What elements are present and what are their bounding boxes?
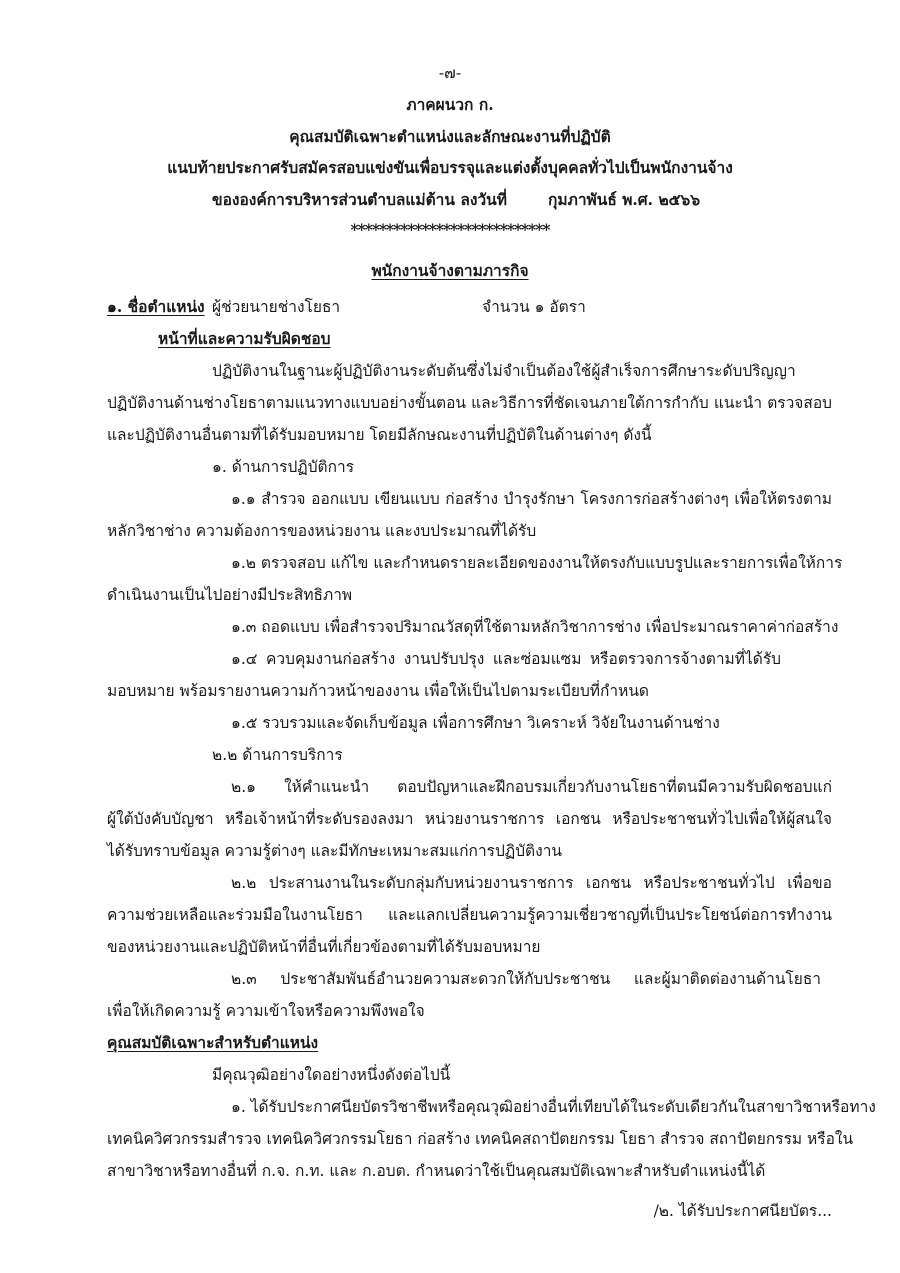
paragraph-line: ได้รับทราบข้อมูล ความรู้ต่างๆ และมีทักษะเหมาะสมแก่การปฏิบัติงาน <box>107 842 562 860</box>
subsection-heading: ๒.๒ ด้านการบริการ <box>212 746 343 764</box>
qualifications-heading: คุณสมบัติเฉพาะสำหรับตำแหน่ง <box>107 1033 319 1052</box>
document-subtitle-1: แนบท้ายประกาศรับสมัครสอบแข่งขันเพื่อบรรจุและแต่งตั้งบุคคลทั่วไปเป็นพนักงานจ้าง <box>167 158 733 177</box>
document-title: คุณสมบัติเฉพาะตำแหน่งและลักษณะงานที่ปฏิบัติ <box>289 127 611 146</box>
paragraph-line: ๒.๒ ประสานงานในระดับกลุ่มกับหน่วยงานราชการ เอกชน หรือประชาชนทั่วไป เพื่อขอ <box>231 874 832 892</box>
continuation-marker: /๒. ได้รับประกาศนียบัตร... <box>653 1202 832 1220</box>
paragraph-line: ผู้ใต้บังคับบัญชา หรือเจ้าหน้าที่ระดับรองลงมา หน่วยงานราชการ เอกชน หรือประชาชนทั่วไปเพื่อให้ผู้สนใจ <box>107 810 832 828</box>
annex-title: ภาคผนวก ก. <box>406 95 494 114</box>
paragraph-line: ๒.๑ ให้คำแนะนำ ตอบปัญหาและฝึกอบรมเกี่ยวกับงานโยธาที่ตนมีความรับผิดชอบแก่ <box>231 778 832 796</box>
paragraph-line: ของหน่วยงานและปฏิบัติหน้าที่อื่นที่เกี่ยวข้องตามที่ได้รับมอบหมาย <box>107 938 541 956</box>
paragraph-line: ๑.๑ สำรวจ ออกแบบ เขียนแบบ ก่อสร้าง บำรุงรักษา โครงการก่อสร้างต่างๆ เพื่อให้ตรงตาม <box>231 490 832 508</box>
subsection-heading: ๑. ด้านการปฏิบัติการ <box>212 458 355 476</box>
position-count: จำนวน ๑ อัตรา <box>482 298 586 316</box>
paragraph-line: ปฏิบัติงานในฐานะผู้ปฏิบัติงานระดับต้นซึ่งไม่จำเป็นต้องใช้ผู้สำเร็จการศึกษาระดับปริญญา <box>212 362 796 380</box>
paragraph-line: ดำเนินงานเป็นไปอย่างมีประสิทธิภาพ <box>107 586 353 604</box>
paragraph-line: เทคนิควิศวกรรมสำรวจ เทคนิควิศวกรรมโยธา ก่อสร้าง เทคนิคสถาปัตยกรรม โยธา สำรวจ สถาปัตยกรรม หรือใน <box>107 1130 854 1148</box>
paragraph-line: ปฏิบัติงานด้านช่างโยธาตามแนวทางแบบอย่างขั้นตอน และวิธีการที่ชัดเจนภายใต้การกำกับ แนะนำ ตรวจสอบ <box>107 394 832 412</box>
paragraph-line: ๑.๕ รวบรวมและจัดเก็บข้อมูล เพื่อการศึกษา วิเคราะห์ วิจัยในงานด้านช่าง <box>231 714 720 732</box>
paragraph-line: มีคุณวุฒิอย่างใดอย่างหนึ่งดังต่อไปนี้ <box>212 1066 451 1084</box>
paragraph-line: ๑.๓ ถอดแบบ เพื่อสำรวจปริมาณวัสดุที่ใช้ตามหลักวิชาการช่าง เพื่อประมาณราคาค่าก่อสร้าง <box>231 618 839 636</box>
paragraph-line: ๒.๓ ประชาสัมพันธ์อำนวยความสะดวกให้กับประชาชน และผู้มาติดต่องานด้านโยธา <box>231 970 821 988</box>
paragraph-line: ความช่วยเหลือและร่วมมือในงานโยธา และแลกเปลี่ยนความรู้ความเชี่ยวชาญที่เป็นประโยชน์ต่อการทำงาน <box>107 906 832 924</box>
duties-heading: หน้าที่และความรับผิดชอบ <box>158 329 331 348</box>
document-subtitle-org: ขององค์การบริหารส่วนตำบลแม่ต้าน ลงวันที่ <box>212 190 507 209</box>
paragraph-line: เพื่อให้เกิดความรู้ ความเข้าใจหรือความพึงพอใจ <box>107 1002 425 1020</box>
paragraph-line: ๑.๔ ควบคุมงานก่อสร้าง งานปรับปรุง และซ่อมแซม หรือตรวจการจ้างตามที่ได้รับ <box>231 650 781 668</box>
star-separator: **************************** <box>350 220 550 239</box>
position-label: ๑. ชื่อตำแหน่ง <box>107 297 205 316</box>
paragraph-line: ๑. ได้รับประกาศนียบัตรวิชาชีพหรือคุณวุฒิอย่างอื่นที่เทียบได้ในระดับเดียวกันในสาขาวิชาหรือทาง <box>231 1098 876 1116</box>
page-number: -๗- <box>438 64 462 82</box>
paragraph-line: สาขาวิชาหรือทางอื่นที่ ก.จ. ก.ท. และ ก.อบต. กำหนดว่าใช้เป็นคุณสมบัติเฉพาะสำหรับตำแหน่งนี้ได้ <box>107 1162 766 1180</box>
paragraph-line: มอบหมาย พร้อมรายงานความก้าวหน้าของงาน เพื่อให้เป็นไปตามระเบียบที่กำหนด <box>107 682 649 700</box>
section-title: พนักงานจ้างตามภารกิจ <box>371 261 529 280</box>
document-subtitle-date: กุมภาพันธ์ พ.ศ. ๒๕๖๖ <box>548 190 701 209</box>
paragraph-line: และปฏิบัติงานอื่นตามที่ได้รับมอบหมาย โดยมีลักษณะงานที่ปฏิบัติในด้านต่างๆ ดังนี้ <box>107 426 652 444</box>
paragraph-line: หลักวิชาช่าง ความต้องการของหน่วยงาน และงบประมาณที่ได้รับ <box>107 522 537 540</box>
paragraph-line: ๑.๒ ตรวจสอบ แก้ไข และกำหนดรายละเอียดของงานให้ตรงกับแบบรูปและรายการเพื่อให้การ <box>231 554 843 572</box>
position-name: ผู้ช่วยนายช่างโยธา <box>212 298 341 316</box>
